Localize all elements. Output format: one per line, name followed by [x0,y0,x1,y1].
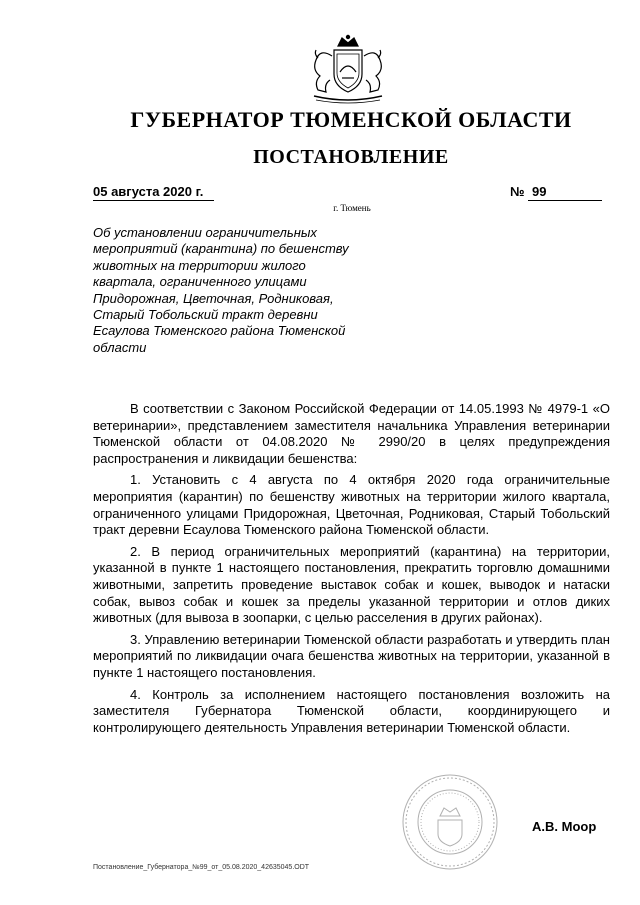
document-number: 99 [528,184,602,201]
body-item-3: 3. Управлению ветеринарии Тюменской области разработать и утвердить план мероприятий по ликвидации очага бешенства животных на территории, указанной в пункте 1 настоящего постановления. [93,631,610,680]
tyumen-region-coat-of-arms-icon [296,34,400,104]
organization-title: ГУБЕРНАТОР ТЮМЕНСКОЙ ОБЛАСТИ [130,107,572,132]
document-subject: Об установлении ограничительных мероприятий (карантина) по бешенству животных на территории жилого квартала, ограниченного улицами Придорожная, Цветочная, Родниковая, Старый Тобольский тракт деревни Есаулова Тюменского района Тюменской области [93,225,349,355]
document-city: г. Тюмень [333,203,371,213]
document-date: 05 августа 2020 г. [93,184,214,201]
document-type-title: ПОСТАНОВЛЕНИЕ [253,146,449,168]
body-item-1: 1. Установить с 4 августа по 4 октября 2020 года ограничительные мероприятия (карантин) по бешенству животных на территории жилого квартала, ограниченного улицами Придорожная, Цветочная, Родниковая, Старый Тобольский тракт деревни Есаулова Тюменского района Тюменской области. [93,472,610,538]
document-body [93,401,610,741]
body-preamble: В соответствии с Законом Российской Федерации от 14.05.1993 № 4979-1 «О ветеринарии», представлением заместителя начальника Управления ветеринарии Тюменской области от 04.08.2020 № 2990/20 в целях предупреждения распространения и ликвидации бешенства: [93,401,610,466]
footer-filename: Постановление_Губернатора_№99_от_05.08.2020_42635045.ODT [93,864,310,871]
body-item-2: 2. В период ограничительных мероприятий (карантина) на территории, указанной в пункте 1 настоящего постановления, прекратить торговлю домашними животными, запретить проведение выставок собак и кошек, выводок и натаски собак, вывоз собак и кошек за пределы указанной территории и отлов диких животных (для вывоза в зоопарки, с целью расселения в других районах). [93,543,610,626]
body-item-4: 4. Контроль за исполнением настоящего постановления возложить на заместителя Губернатора Тюменской области, координирующего и контролирующего деятельность Управления ветеринарии Тюменской области. [93,686,610,735]
signatory-name: А.В. Моор [532,819,597,834]
document-number-label: № [510,184,525,199]
official-seal-stamp-icon [400,772,500,872]
